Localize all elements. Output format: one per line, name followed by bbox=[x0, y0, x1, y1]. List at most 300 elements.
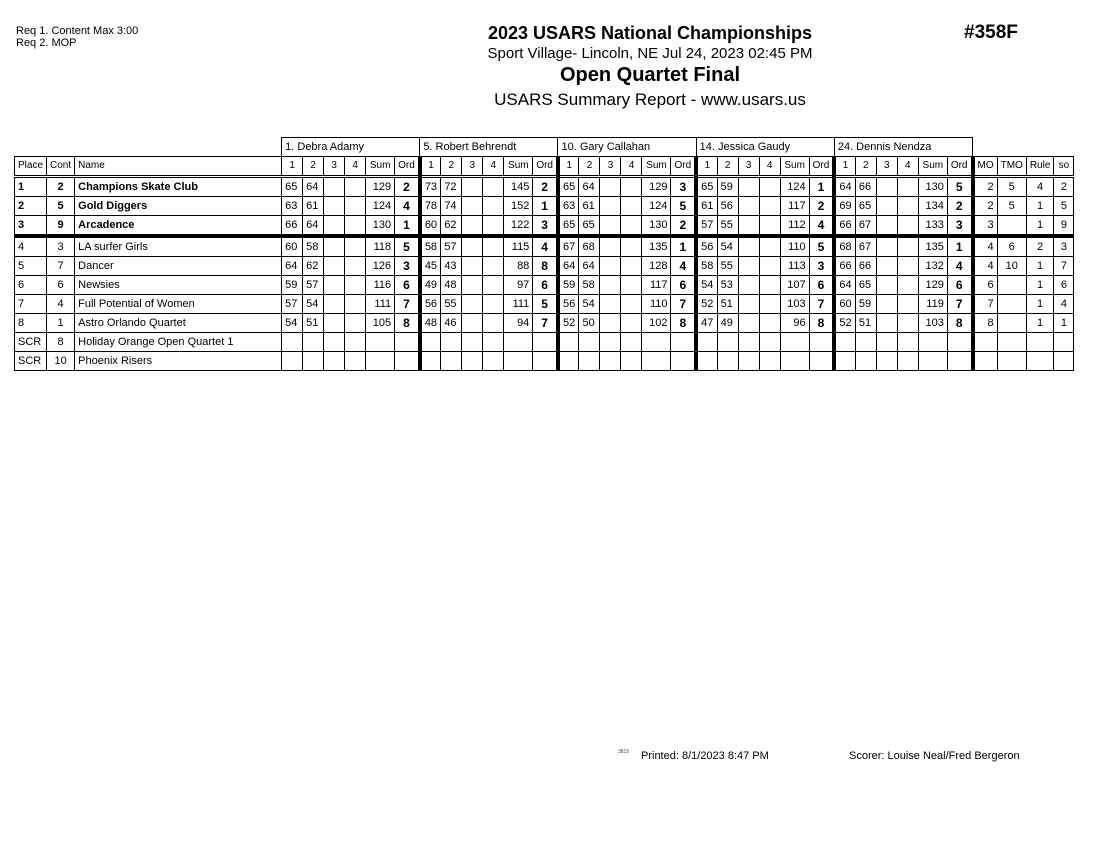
score-2: 64 bbox=[579, 257, 600, 276]
score-1: 52 bbox=[834, 314, 855, 333]
col-score-1: 1 bbox=[696, 157, 717, 177]
tmo bbox=[997, 333, 1026, 352]
tmo: 6 bbox=[997, 236, 1026, 257]
score-2: 58 bbox=[303, 236, 324, 257]
score-3 bbox=[324, 177, 345, 197]
ordinal: 5 bbox=[533, 295, 558, 314]
result-row bbox=[15, 216, 1074, 237]
score-3 bbox=[876, 197, 897, 216]
result-row bbox=[15, 276, 1074, 295]
contestant-number: 4 bbox=[47, 295, 75, 314]
score-1: 68 bbox=[834, 236, 855, 257]
ordinal: 3 bbox=[533, 216, 558, 237]
score-1: 60 bbox=[420, 216, 441, 237]
mo bbox=[973, 352, 998, 371]
col-score-4: 4 bbox=[483, 157, 504, 177]
score-2: 43 bbox=[441, 257, 462, 276]
score-4 bbox=[621, 333, 642, 352]
score-2: 72 bbox=[441, 177, 462, 197]
score-3 bbox=[324, 314, 345, 333]
score-sum bbox=[642, 333, 671, 352]
score-4 bbox=[621, 257, 642, 276]
ordinal: 7 bbox=[533, 314, 558, 333]
ordinal: 2 bbox=[671, 216, 696, 237]
score-sum: 129 bbox=[366, 177, 395, 197]
score-4 bbox=[759, 177, 780, 197]
tmo bbox=[997, 295, 1026, 314]
team-name: Newsies bbox=[75, 276, 282, 295]
team-name: Holiday Orange Open Quartet 1 bbox=[75, 333, 282, 352]
score-4 bbox=[345, 257, 366, 276]
col-sum: Sum bbox=[918, 157, 947, 177]
score-4 bbox=[483, 276, 504, 295]
contestant-number: 6 bbox=[47, 276, 75, 295]
place: SCR bbox=[15, 333, 47, 352]
ordinal: 6 bbox=[947, 276, 972, 295]
score-sum bbox=[780, 333, 809, 352]
mo: 2 bbox=[973, 197, 998, 216]
score-1 bbox=[834, 333, 855, 352]
score-4 bbox=[621, 295, 642, 314]
score-3 bbox=[462, 352, 483, 371]
score-sum: 111 bbox=[366, 295, 395, 314]
tmo: 5 bbox=[997, 177, 1026, 197]
score-2: 65 bbox=[855, 276, 876, 295]
score-4 bbox=[483, 257, 504, 276]
score-4 bbox=[345, 276, 366, 295]
score-4 bbox=[897, 352, 918, 371]
score-1: 57 bbox=[696, 216, 717, 237]
score-1: 48 bbox=[420, 314, 441, 333]
score-4 bbox=[759, 197, 780, 216]
score-1: 57 bbox=[282, 295, 303, 314]
place: 8 bbox=[15, 314, 47, 333]
score-2: 62 bbox=[303, 257, 324, 276]
score-sum bbox=[780, 352, 809, 371]
score-sum: 145 bbox=[504, 177, 533, 197]
rule: 2 bbox=[1026, 236, 1054, 257]
tmo bbox=[997, 276, 1026, 295]
score-sum: 126 bbox=[366, 257, 395, 276]
score-sum: 130 bbox=[918, 177, 947, 197]
ordinal: 8 bbox=[533, 257, 558, 276]
ordinal bbox=[809, 333, 834, 352]
score-2: 46 bbox=[441, 314, 462, 333]
score-2: 56 bbox=[717, 197, 738, 216]
score-3 bbox=[876, 236, 897, 257]
score-sum bbox=[918, 352, 947, 371]
score-1: 78 bbox=[420, 197, 441, 216]
judge-name: 24. Dennis Nendza bbox=[834, 138, 972, 157]
score-1: 45 bbox=[420, 257, 441, 276]
score-4 bbox=[897, 177, 918, 197]
score-1: 56 bbox=[558, 295, 579, 314]
score-2: 57 bbox=[303, 276, 324, 295]
score-3 bbox=[324, 216, 345, 237]
score-3 bbox=[600, 276, 621, 295]
score-4 bbox=[897, 197, 918, 216]
ordinal bbox=[671, 333, 696, 352]
place: SCR bbox=[15, 352, 47, 371]
score-2: 74 bbox=[441, 197, 462, 216]
mo bbox=[973, 333, 998, 352]
col-place: Place bbox=[15, 157, 47, 177]
ordinal: 4 bbox=[533, 236, 558, 257]
ordinal: 8 bbox=[947, 314, 972, 333]
contestant-number: 9 bbox=[47, 216, 75, 237]
score-3 bbox=[876, 216, 897, 237]
ordinal: 7 bbox=[809, 295, 834, 314]
so bbox=[1054, 352, 1074, 371]
mo: 8 bbox=[973, 314, 998, 333]
score-2: 51 bbox=[303, 314, 324, 333]
score-1: 54 bbox=[282, 314, 303, 333]
score-3 bbox=[462, 216, 483, 237]
ordinal bbox=[947, 352, 972, 371]
score-sum: 122 bbox=[504, 216, 533, 237]
score-2: 59 bbox=[855, 295, 876, 314]
ordinal: 3 bbox=[947, 216, 972, 237]
score-sum: 130 bbox=[366, 216, 395, 237]
judge-name: 5. Robert Behrendt bbox=[420, 138, 558, 157]
col-name: Name bbox=[75, 157, 282, 177]
score-1: 63 bbox=[558, 197, 579, 216]
so: 7 bbox=[1054, 257, 1074, 276]
col-score-3: 3 bbox=[600, 157, 621, 177]
ordinal: 4 bbox=[809, 216, 834, 237]
col-score-2: 2 bbox=[855, 157, 876, 177]
score-1: 54 bbox=[696, 276, 717, 295]
score-2: 51 bbox=[855, 314, 876, 333]
score-3 bbox=[462, 295, 483, 314]
col-ord: Ord bbox=[809, 157, 834, 177]
mo: 4 bbox=[973, 236, 998, 257]
score-1: 64 bbox=[834, 276, 855, 295]
score-2: 67 bbox=[855, 216, 876, 237]
judge-header-row bbox=[15, 138, 1074, 157]
ordinal: 1 bbox=[533, 197, 558, 216]
ordinal: 3 bbox=[809, 257, 834, 276]
rule: 1 bbox=[1026, 276, 1054, 295]
ordinal: 4 bbox=[395, 197, 420, 216]
col-sum: Sum bbox=[504, 157, 533, 177]
score-3 bbox=[324, 333, 345, 352]
score-3 bbox=[324, 352, 345, 371]
score-sum bbox=[366, 333, 395, 352]
score-2: 50 bbox=[579, 314, 600, 333]
score-sum: 103 bbox=[918, 314, 947, 333]
score-3 bbox=[600, 257, 621, 276]
contestant-number: 10 bbox=[47, 352, 75, 371]
score-2 bbox=[303, 352, 324, 371]
score-2 bbox=[579, 352, 600, 371]
score-3 bbox=[876, 352, 897, 371]
score-sum: 111 bbox=[504, 295, 533, 314]
score-2: 66 bbox=[855, 257, 876, 276]
place: 4 bbox=[15, 236, 47, 257]
score-sum bbox=[504, 352, 533, 371]
score-1: 52 bbox=[696, 295, 717, 314]
score-1 bbox=[834, 352, 855, 371]
col-score-2: 2 bbox=[717, 157, 738, 177]
score-sum: 97 bbox=[504, 276, 533, 295]
score-4 bbox=[759, 352, 780, 371]
score-sum: 102 bbox=[642, 314, 671, 333]
col-rule: Rule bbox=[1026, 157, 1054, 177]
result-row bbox=[15, 314, 1074, 333]
score-3 bbox=[324, 257, 345, 276]
score-2: 54 bbox=[717, 236, 738, 257]
tmo bbox=[997, 352, 1026, 371]
score-1: 65 bbox=[558, 216, 579, 237]
score-3 bbox=[600, 236, 621, 257]
score-2: 59 bbox=[717, 177, 738, 197]
blank-cell bbox=[973, 138, 1074, 157]
score-3 bbox=[738, 276, 759, 295]
contestant-number: 3 bbox=[47, 236, 75, 257]
score-sum: 117 bbox=[780, 197, 809, 216]
result-row bbox=[15, 352, 1074, 371]
mo: 3 bbox=[973, 216, 998, 237]
score-4 bbox=[483, 333, 504, 352]
score-4 bbox=[621, 236, 642, 257]
score-3 bbox=[324, 295, 345, 314]
score-4 bbox=[759, 276, 780, 295]
score-4 bbox=[345, 197, 366, 216]
ordinal bbox=[809, 352, 834, 371]
ordinal: 5 bbox=[809, 236, 834, 257]
ordinal: 2 bbox=[809, 197, 834, 216]
score-sum: 134 bbox=[918, 197, 947, 216]
col-score-1: 1 bbox=[420, 157, 441, 177]
printed-timestamp: Printed: 8/1/2023 8:47 PM bbox=[641, 750, 769, 762]
result-row bbox=[15, 236, 1074, 257]
score-1: 64 bbox=[558, 257, 579, 276]
score-2: 55 bbox=[717, 216, 738, 237]
place: 1 bbox=[15, 177, 47, 197]
team-name: Dancer bbox=[75, 257, 282, 276]
score-2 bbox=[303, 333, 324, 352]
score-2: 68 bbox=[579, 236, 600, 257]
score-3 bbox=[600, 295, 621, 314]
score-1 bbox=[696, 352, 717, 371]
score-3 bbox=[876, 276, 897, 295]
score-3 bbox=[738, 333, 759, 352]
ordinal: 3 bbox=[671, 177, 696, 197]
col-tmo: TMO bbox=[997, 157, 1026, 177]
score-sum: 152 bbox=[504, 197, 533, 216]
place: 7 bbox=[15, 295, 47, 314]
score-2: 51 bbox=[717, 295, 738, 314]
col-score-2: 2 bbox=[441, 157, 462, 177]
col-cont: Cont bbox=[47, 157, 75, 177]
contestant-number: 2 bbox=[47, 177, 75, 197]
team-name: Phoenix Risers bbox=[75, 352, 282, 371]
ordinal: 5 bbox=[395, 236, 420, 257]
ordinal: 5 bbox=[671, 197, 696, 216]
score-4 bbox=[483, 314, 504, 333]
score-1: 65 bbox=[696, 177, 717, 197]
score-1 bbox=[282, 352, 303, 371]
score-3 bbox=[738, 295, 759, 314]
score-4 bbox=[345, 314, 366, 333]
score-2: 61 bbox=[303, 197, 324, 216]
score-4 bbox=[345, 352, 366, 371]
score-4 bbox=[897, 295, 918, 314]
ordinal: 2 bbox=[395, 177, 420, 197]
score-3 bbox=[876, 314, 897, 333]
ordinal: 4 bbox=[947, 257, 972, 276]
score-4 bbox=[345, 216, 366, 237]
score-3 bbox=[462, 177, 483, 197]
ordinal: 1 bbox=[947, 236, 972, 257]
score-sum: 107 bbox=[780, 276, 809, 295]
score-2: 58 bbox=[579, 276, 600, 295]
team-name: Champions Skate Club bbox=[75, 177, 282, 197]
col-score-1: 1 bbox=[834, 157, 855, 177]
score-1: 59 bbox=[558, 276, 579, 295]
ordinal: 2 bbox=[533, 177, 558, 197]
score-4 bbox=[897, 276, 918, 295]
col-score-3: 3 bbox=[324, 157, 345, 177]
mo: 7 bbox=[973, 295, 998, 314]
col-ord: Ord bbox=[533, 157, 558, 177]
competition-title: 2023 USARS National Championships bbox=[487, 23, 813, 43]
place: 5 bbox=[15, 257, 47, 276]
tmo bbox=[997, 314, 1026, 333]
score-1: 73 bbox=[420, 177, 441, 197]
col-score-1: 1 bbox=[282, 157, 303, 177]
team-name: Arcadence bbox=[75, 216, 282, 237]
score-sum: 117 bbox=[642, 276, 671, 295]
score-4 bbox=[759, 257, 780, 276]
score-sum: 135 bbox=[642, 236, 671, 257]
col-score-3: 3 bbox=[462, 157, 483, 177]
col-score-3: 3 bbox=[876, 157, 897, 177]
col-ord: Ord bbox=[395, 157, 420, 177]
rule bbox=[1026, 333, 1054, 352]
so: 2 bbox=[1054, 177, 1074, 197]
print-code: 3815 bbox=[618, 749, 630, 755]
rule: 1 bbox=[1026, 314, 1054, 333]
score-3 bbox=[738, 257, 759, 276]
score-3 bbox=[876, 257, 897, 276]
rule: 4 bbox=[1026, 177, 1054, 197]
score-4 bbox=[345, 177, 366, 197]
score-4 bbox=[483, 295, 504, 314]
result-row bbox=[15, 257, 1074, 276]
col-ord: Ord bbox=[671, 157, 696, 177]
tmo: 10 bbox=[997, 257, 1026, 276]
score-sum bbox=[504, 333, 533, 352]
score-3 bbox=[876, 295, 897, 314]
mo: 2 bbox=[973, 177, 998, 197]
score-sum: 103 bbox=[780, 295, 809, 314]
contestant-number: 7 bbox=[47, 257, 75, 276]
score-2 bbox=[441, 333, 462, 352]
team-name: Gold Diggers bbox=[75, 197, 282, 216]
contestant-number: 5 bbox=[47, 197, 75, 216]
score-4 bbox=[759, 236, 780, 257]
score-1: 64 bbox=[834, 177, 855, 197]
so: 6 bbox=[1054, 276, 1074, 295]
score-1: 66 bbox=[834, 257, 855, 276]
score-1: 61 bbox=[696, 197, 717, 216]
score-1: 60 bbox=[282, 236, 303, 257]
score-2: 54 bbox=[303, 295, 324, 314]
score-3 bbox=[738, 216, 759, 237]
score-3 bbox=[600, 333, 621, 352]
score-2 bbox=[717, 333, 738, 352]
tmo bbox=[997, 216, 1026, 237]
col-sum: Sum bbox=[780, 157, 809, 177]
score-2 bbox=[717, 352, 738, 371]
score-2: 55 bbox=[717, 257, 738, 276]
ordinal: 6 bbox=[809, 276, 834, 295]
requirements bbox=[16, 25, 138, 49]
score-3 bbox=[324, 197, 345, 216]
score-sum bbox=[366, 352, 395, 371]
col-score-4: 4 bbox=[345, 157, 366, 177]
so: 3 bbox=[1054, 236, 1074, 257]
score-3 bbox=[324, 276, 345, 295]
score-sum: 96 bbox=[780, 314, 809, 333]
col-mo: MO bbox=[973, 157, 998, 177]
result-row bbox=[15, 333, 1074, 352]
event-name: Open Quartet Final bbox=[559, 64, 741, 86]
score-1: 67 bbox=[558, 236, 579, 257]
score-3 bbox=[600, 197, 621, 216]
score-4 bbox=[483, 216, 504, 237]
ordinal: 8 bbox=[809, 314, 834, 333]
score-3 bbox=[738, 197, 759, 216]
score-2: 54 bbox=[579, 295, 600, 314]
col-score-4: 4 bbox=[621, 157, 642, 177]
score-1: 65 bbox=[282, 177, 303, 197]
score-2: 61 bbox=[579, 197, 600, 216]
col-sum: Sum bbox=[642, 157, 671, 177]
score-3 bbox=[876, 333, 897, 352]
score-sum: 124 bbox=[780, 177, 809, 197]
score-1: 65 bbox=[558, 177, 579, 197]
score-sum: 94 bbox=[504, 314, 533, 333]
score-2: 57 bbox=[441, 236, 462, 257]
score-1 bbox=[558, 333, 579, 352]
blank-cell bbox=[15, 138, 282, 157]
ordinal bbox=[395, 333, 420, 352]
score-1: 56 bbox=[696, 236, 717, 257]
contestant-number: 1 bbox=[47, 314, 75, 333]
score-2: 65 bbox=[579, 216, 600, 237]
score-2: 48 bbox=[441, 276, 462, 295]
score-1: 52 bbox=[558, 314, 579, 333]
ordinal bbox=[533, 333, 558, 352]
score-3 bbox=[462, 314, 483, 333]
score-sum: 130 bbox=[642, 216, 671, 237]
score-4 bbox=[897, 216, 918, 237]
ordinal: 8 bbox=[671, 314, 696, 333]
judge-name: 14. Jessica Gaudy bbox=[696, 138, 834, 157]
requirement-2: Req 2. MOP bbox=[16, 37, 77, 49]
ordinal: 7 bbox=[671, 295, 696, 314]
col-ord: Ord bbox=[947, 157, 972, 177]
score-2: 65 bbox=[855, 197, 876, 216]
col-so: so bbox=[1054, 157, 1074, 177]
score-1 bbox=[558, 352, 579, 371]
requirement-1: Req 1. Content Max 3:00 bbox=[16, 25, 139, 37]
score-4 bbox=[345, 236, 366, 257]
score-sum: 133 bbox=[918, 216, 947, 237]
